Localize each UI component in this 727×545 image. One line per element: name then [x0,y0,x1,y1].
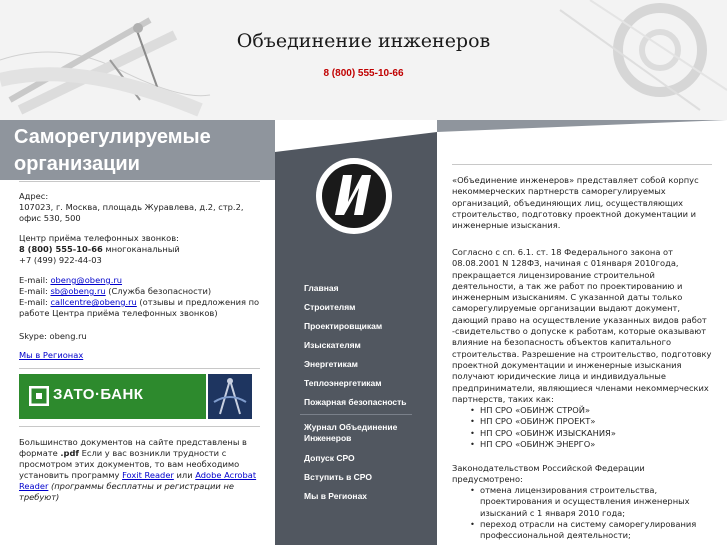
address-line: офис 530, 500 [19,213,81,223]
header-phone: 8 (800) 555-10-66 [323,68,404,79]
nav-item-journal[interactable]: Журнал Объединение Инженеров [304,422,398,443]
list-item: • переход отрасли на систему саморегулирования профессиональной деятельности; [470,519,715,542]
regions-link[interactable]: Мы в Регионах [19,350,84,360]
docs-info [19,437,259,503]
list-item: • НП СРО «ОБИНЖ ЭНЕРГО» [470,439,715,450]
foxit-reader-link[interactable]: Foxit Reader [122,470,174,480]
law-paragraph: Согласно с сп. 6.1. ст. 18 Федерального закона от 08.08.2001 N 128ФЗ, начиная с 01января 2010года, прекращается лицензирование строительной деятельности, а так же работ по проектированию и инженерным изысканиям. С указанной даты только саморегулируемые организации выдают документ, дающий право на осуществление указанных видов работ -свидетельство о допуске к работам, которые оказывают влияние на безопасность объектов капитального строительства. Разрешение на строительство, подготовку проектной документации и инженерные изыскания получают юридические лица и индивидуальные предприниматели, являющиеся членами некоммерческих партнерств, таких как: [452,247,712,404]
nav-item-sro-admission[interactable]: Допуск СРО [304,453,355,463]
email-link-obeng[interactable]: obeng@obeng.ru [50,275,123,285]
main-top-notch [437,120,727,152]
nav-item-designers[interactable]: Проектировщикам [304,321,383,331]
docs-text: Если у вас возникли трудности с просмотром этих документов, то вам необходимо установить программу [19,448,240,480]
phone-secondary: +7 (499) 922-44-03 [19,255,102,265]
docs-text: Большинство документов на сайте представлены в формате [19,437,247,458]
nav-top-notch [275,120,437,152]
address-block [19,191,264,224]
zato-bank-label: ЗАТО·БАНК [53,386,144,403]
email-label: E-mail: [19,286,51,296]
divider [19,368,260,369]
law-list [470,485,715,541]
skype-text: Skype: obeng.ru [19,331,87,341]
nav-item-fire-safety[interactable]: Пожарная безопасность [304,397,407,407]
compass-emblem-banner[interactable] [208,374,252,419]
email-link-callcentre[interactable]: callcentre@obeng.ru [50,297,137,307]
nav-item-surveyors[interactable]: Изыскателям [304,340,361,350]
callcenter-label: Центр приёма телефонных звонков: [19,233,179,243]
nav-item-join-sro[interactable]: Вступить в СРО [304,472,372,482]
nav-divider [300,414,412,415]
email-link-sb[interactable]: sb@obeng.ru [50,286,106,296]
list-item: • НП СРО «ОБИНЖ ПРОЕКТ» [470,416,715,427]
header-drawing-decoration [0,0,727,120]
divider [19,426,260,427]
email-label: E-mail: [19,297,51,307]
nav-item-home[interactable]: Главная [304,283,339,293]
nav-item-power-engineers[interactable]: Энергетикам [304,359,358,369]
list-item: • отмена лицензирования строительства, проектирования и осуществления инженерных изысканий с 1 января 2010 года; [470,485,715,519]
nav-item-regions[interactable]: Мы в Регионах [304,491,368,501]
list-item: • НП СРО «ОБИНЖ ИЗЫСКАНИЯ» [470,428,715,439]
bank-logo-icon [29,386,49,406]
docs-pdf: .pdf [60,448,79,458]
header [0,0,727,120]
zato-bank-banner[interactable] [19,374,206,419]
email-label: E-mail: [19,275,51,285]
list-item: • НП СРО «ОБИНЖ СТРОЙ» [470,405,715,416]
nav-item-heat-engineers[interactable]: Теплоэнергетикам [304,378,382,388]
nav-item-builders[interactable]: Строителям [304,302,356,312]
address-line: 107023, г. Москва, площадь Журавлева, д.2, стр.2, [19,202,244,212]
callcenter-note: многоканальный [102,244,180,254]
email-note: (отзывы и предложения по работе Центра приёма телефонных звонков) [19,297,260,318]
callcenter-phone: 8 (800) 555-10-66 [19,244,103,254]
compass-icon [208,374,252,419]
left-banner-title: Саморегулируемые организации [14,126,211,175]
legislation-heading: Законодательством Российской Федерации предусмотрено: [452,463,645,485]
sro-list [470,405,715,450]
callcenter-phone-line [19,244,264,255]
company-logo-icon [313,155,395,237]
docs-note: (программы бесплатны и регистрации не требуют) [19,481,234,502]
divider [452,164,712,165]
divider [19,181,260,182]
docs-text: или [173,470,196,480]
adobe-reader-link[interactable]: Adobe Acrobat Reader [19,470,257,491]
left-banner [0,120,275,180]
intro-paragraph: «Объединение инженеров» представляет собой корпус некоммерческих партнерств саморегулируемых организаций, объединяющих лиц, осуществляющих строительство, подготовку проектной документации и инженерные изыскания. [452,175,699,231]
callcenter-block [19,233,264,266]
email-note: (Служба безопасности) [105,286,212,296]
address-label: Адрес: [19,191,49,201]
email-block [19,275,264,319]
site-title: Объединение инженеров [236,30,491,52]
